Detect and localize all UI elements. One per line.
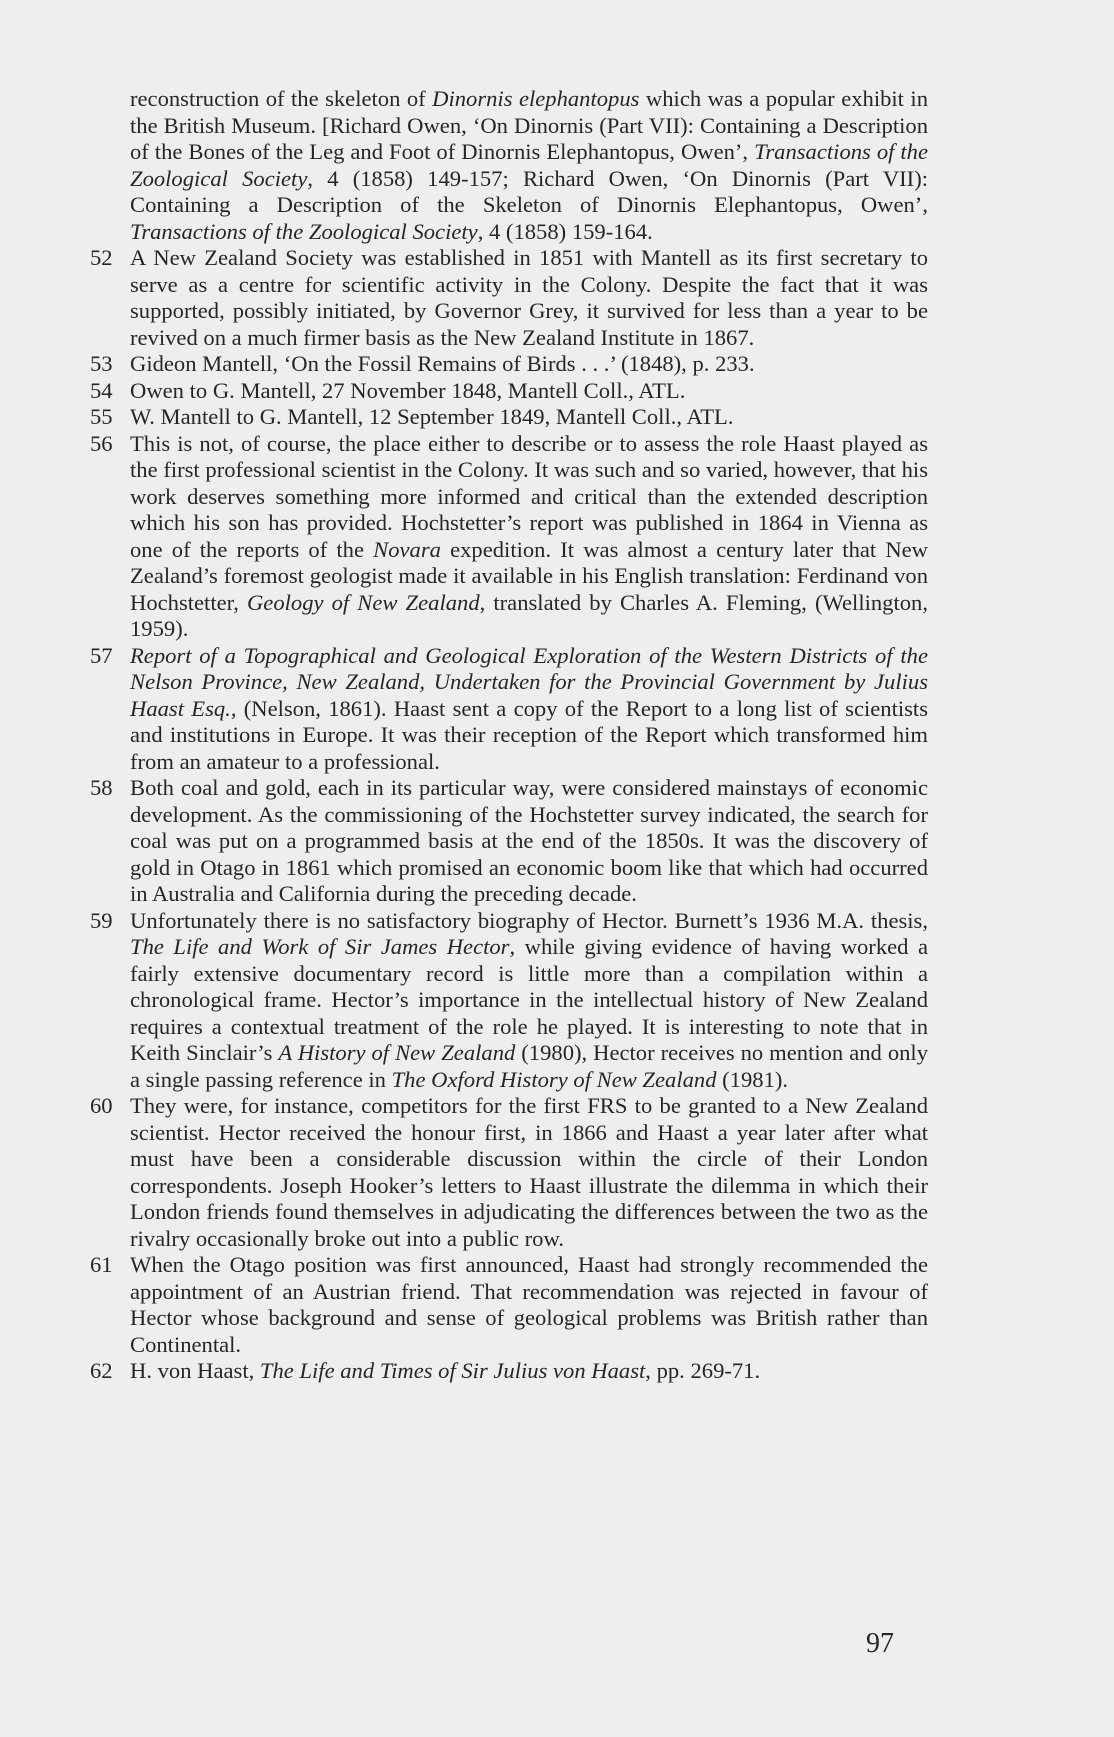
endnote (90, 1093, 928, 1252)
endnote-text: This is not, of course, the place either to describe or to assess the role Haast played as the first professional scientist in the Colony. It was such and so varied, however, that his work deserves something more informed and critical than the extended description which his son has provided. Hochstetter’s report was published in 1864 in Vienna as one of the reports of the Novara expedition. It was almost a century later that New Zealand’s foremost geologist made it available in his English translation: Ferdinand von Hochstetter, Geology of New Zealand, translated by Charles A. Fleming, (Wellington, 1959). (130, 430, 928, 641)
page-number: 97 (866, 1628, 894, 1659)
endnote (90, 86, 928, 245)
endnote-text: A New Zealand Society was established in 1851 with Mantell as its first secretary to serve as a centre for scientific activity in the Colony. Despite the fact that it was supported, possibly initiated, by Governor Grey, it survived for less than a year to be revived on a much firmer basis as the New Zealand Institute in 1867. (130, 245, 928, 350)
endnote-number: 60 (90, 1093, 113, 1118)
endnote-text: Gideon Mantell, ‘On the Fossil Remains of Birds . . .’ (1848), p. 233. (130, 351, 755, 376)
endnote (90, 775, 928, 908)
endnote (90, 404, 928, 431)
endnote-text: H. von Haast, The Life and Times of Sir Julius von Haast, pp. 269-71. (130, 1358, 761, 1383)
endnote-number: 62 (90, 1358, 113, 1383)
endnote-number: 54 (90, 377, 113, 403)
endnote-text: Report of a Topographical and Geological Exploration of the Western Districts of the Nelson Province, New Zealand, Undertaken for the Provincial Government by Julius Haast Esq., (Nelson, 1861). Haast sent a copy of the Report to a long list of scientists and institutions in Europe. It was their reception of the Report which transformed him from an amateur to a professional. (130, 642, 929, 774)
endnotes-list (90, 86, 928, 1385)
endnote-text: They were, for instance, competitors for the first FRS to be granted to a New Zealand scientist. Hector received the honour first, in 1866 and Haast a year later after what must have been a considerable discussion within the circle of their London correspondents. Joseph Hooker’s letters to Haast illustrate the dilemma in which their London friends found themselves in adjudicating the differences between the two as the rivalry occasionally broke out into a public row. (130, 1093, 928, 1251)
endnote-number: 57 (90, 642, 113, 668)
endnote-text: W. Mantell to G. Mantell, 12 September 1849, Mantell Coll., ATL. (130, 404, 734, 429)
endnote (90, 643, 928, 776)
endnote-text: When the Otago position was first announced, Haast had strongly recommended the appointment of an Austrian friend. That recommendation was rejected in favour of Hector whose background and sense of geological problems was British rather than Continental. (130, 1252, 928, 1357)
endnote-number: 56 (90, 430, 113, 456)
endnote (90, 431, 928, 643)
endnote-number: 52 (90, 245, 113, 270)
endnote (90, 378, 928, 405)
endnote-number: 61 (90, 1252, 113, 1277)
endnote-number: 55 (90, 404, 113, 429)
endnote-text: Both coal and gold, each in its particular way, were considered mainstays of economic development. As the commissioning of the Hochstetter survey indicated, the search for coal was put on a programmed basis at the end of the 1850s. It was the discovery of gold in Otago in 1861 which promised an economic boom like that which had occurred in Australia and California during the preceding decade. (130, 775, 928, 906)
endnote-text: reconstruction of the skeleton of Dinornis elephantopus which was a popular exhibit in the British Museum. [Richard Owen, ‘On Dinornis (Part VII): Containing a Description of the Bones of the Leg and Foot of Dinornis Elephantopus, Owen’, Transactions of the Zoological Society, 4 (1858) 149-157; Richard Owen, ‘On Dinornis (Part VII): Containing a Description of the Skeleton of Dinornis Elephantopus, Owen’, Transactions of the Zoological Society, 4 (1858) 159-164. (130, 86, 928, 244)
endnote (90, 351, 928, 378)
endnote (90, 1358, 928, 1385)
endnote (90, 1252, 928, 1358)
endnote (90, 245, 928, 351)
endnote-number: 58 (90, 775, 113, 800)
endnote-text: Unfortunately there is no satisfactory biography of Hector. Burnett’s 1936 M.A. thesis, The Life and Work of Sir James Hector, while giving evidence of having worked a fairly extensive documentary record is little more than a compilation within a chronological frame. Hector’s importance in the intellectual history of New Zealand requires a contextual treatment of the role he played. It is interesting to note that in Keith Sinclair’s A History of New Zealand (1980), Hector receives no mention and only a single passing reference in The Oxford History of New Zealand (1981). (130, 907, 928, 1092)
endnote-text: Owen to G. Mantell, 27 November 1848, Mantell Coll., ATL. (130, 377, 686, 403)
endnote (90, 908, 928, 1094)
endnote-number: 59 (90, 907, 113, 933)
endnote-number: 53 (90, 351, 113, 376)
